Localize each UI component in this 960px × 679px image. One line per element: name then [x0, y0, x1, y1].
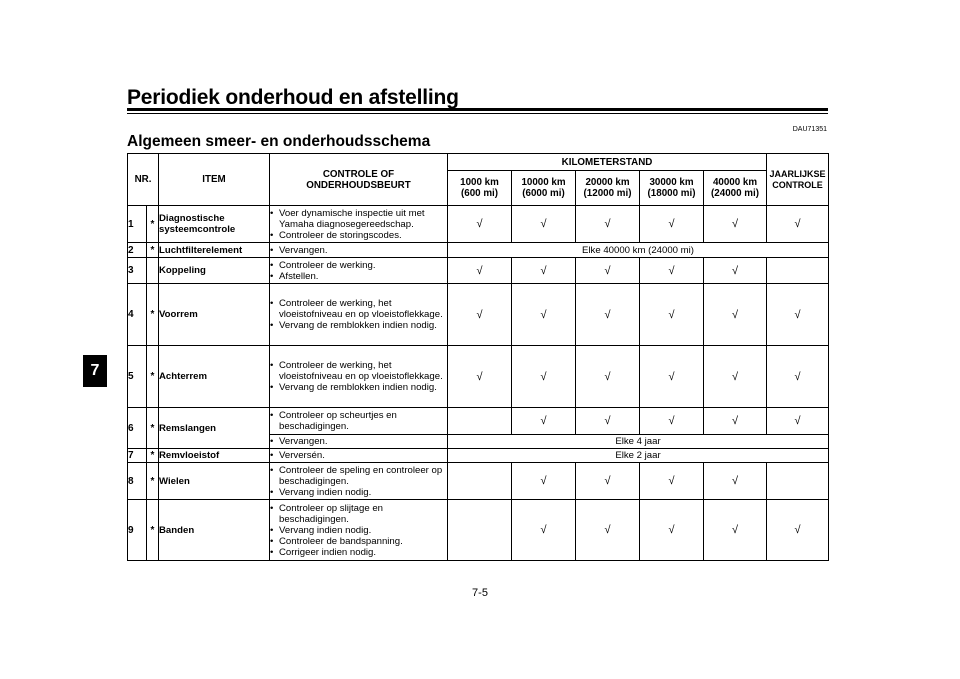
table-row: 6 * Remslangen • Controleer op scheurtjes en beschadigingen. √ √ √ √ √ — [128, 408, 829, 435]
check-mark: √ — [640, 500, 704, 561]
header-interval: 20000 km (12000 mi) — [576, 171, 640, 206]
title-rule-thin — [127, 113, 828, 114]
check-mark: √ — [704, 463, 767, 500]
header-row-1 — [128, 154, 829, 171]
check-mark: √ — [767, 206, 829, 243]
header-interval: 1000 km (600 mi) — [448, 171, 512, 206]
header-nr: NR. — [128, 154, 159, 206]
check-mark: √ — [448, 206, 512, 243]
check-mark: √ — [576, 408, 640, 435]
interval-span: Elke 4 jaar — [448, 435, 829, 449]
section-title: Algemeen smeer- en onderhoudsschema — [127, 133, 431, 150]
check-mark: √ — [576, 346, 640, 408]
check-mark: √ — [767, 284, 829, 346]
table-row: 2 * Luchtfilterelement • Vervangen. Elke 40000 km (24000 mi) — [128, 243, 829, 258]
title-rule-thick — [127, 108, 828, 111]
header-yearly: JAARLIJKSE CONTROLE — [767, 154, 829, 206]
page-number: 7-5 — [472, 587, 488, 599]
header-km-group: KILOMETERSTAND — [448, 154, 767, 171]
check-mark: √ — [640, 284, 704, 346]
check-mark: √ — [704, 500, 767, 561]
table-row: 1 * Diagnostische systeemcontrole • Voer dynamische inspectie uit met Yamaha diagnosegereedschap. • Controleer de storingscodes. √ √ √ √ √ √ — [128, 206, 829, 243]
header-interval: 40000 km (24000 mi) — [704, 171, 767, 206]
check-mark: √ — [512, 206, 576, 243]
check-mark: √ — [576, 206, 640, 243]
check-mark: √ — [704, 284, 767, 346]
header-interval: 30000 km (18000 mi) — [640, 171, 704, 206]
interval-span: Elke 40000 km (24000 mi) — [448, 243, 829, 258]
check-mark: √ — [576, 258, 640, 284]
check-mark: √ — [640, 258, 704, 284]
header-item: ITEM — [159, 154, 270, 206]
header-control: CONTROLE OF ONDERHOUDSBEURT — [270, 154, 448, 206]
check-mark: √ — [704, 408, 767, 435]
check-mark: √ — [704, 346, 767, 408]
check-mark: √ — [512, 500, 576, 561]
check-mark: √ — [704, 258, 767, 284]
check-mark: √ — [640, 408, 704, 435]
table-row: 8 * Wielen • Controleer de speling en controleer op beschadigingen. • Vervang indien nodig. √ √ √ √ — [128, 463, 829, 500]
check-mark: √ — [767, 408, 829, 435]
table-row: • Vervangen. Elke 4 jaar — [128, 435, 829, 449]
check-mark: √ — [512, 284, 576, 346]
check-mark: √ — [576, 500, 640, 561]
table-row: 9 * Banden • Controleer op slijtage en beschadigingen. • Vervang indien nodig. • Controleer de bandspanning. • Corrigeer indien nodig. √ √ √ √ √ — [128, 500, 829, 561]
page-title: Periodiek onderhoud en afstelling — [127, 86, 459, 109]
header-interval: 10000 km (6000 mi) — [512, 171, 576, 206]
table-row: 7 * Remvloeistof • Verversén. Elke 2 jaar — [128, 449, 829, 463]
table-row: 4 * Voorrem • Controleer de werking, het vloeistofniveau en op vloeistoflekkage. • Vervang de remblokken indien nodig. √ √ √ √ √ √ — [128, 284, 829, 346]
table-row: 5 * Achterrem • Controleer de werking, het vloeistofniveau en op vloeistoflekkage. • Vervang de remblokken indien nodig. √ √ √ √ √ √ — [128, 346, 829, 408]
check-mark: √ — [512, 463, 576, 500]
doc-code: DAU71351 — [792, 126, 827, 133]
check-mark: √ — [576, 284, 640, 346]
check-mark: √ — [640, 346, 704, 408]
check-mark: √ — [448, 284, 512, 346]
check-mark: √ — [767, 500, 829, 561]
check-mark: √ — [512, 346, 576, 408]
check-mark: √ — [512, 408, 576, 435]
chapter-tab: 7 — [83, 355, 107, 387]
maintenance-table — [127, 153, 829, 561]
check-mark: √ — [704, 206, 767, 243]
check-mark: √ — [448, 346, 512, 408]
check-mark: √ — [640, 206, 704, 243]
check-mark: √ — [576, 463, 640, 500]
check-mark: √ — [640, 463, 704, 500]
check-mark: √ — [512, 258, 576, 284]
check-mark: √ — [767, 346, 829, 408]
check-mark: √ — [448, 258, 512, 284]
interval-span: Elke 2 jaar — [448, 449, 829, 463]
table-row: 3 Koppeling • Controleer de werking. • Afstellen. √ √ √ √ √ — [128, 258, 829, 284]
